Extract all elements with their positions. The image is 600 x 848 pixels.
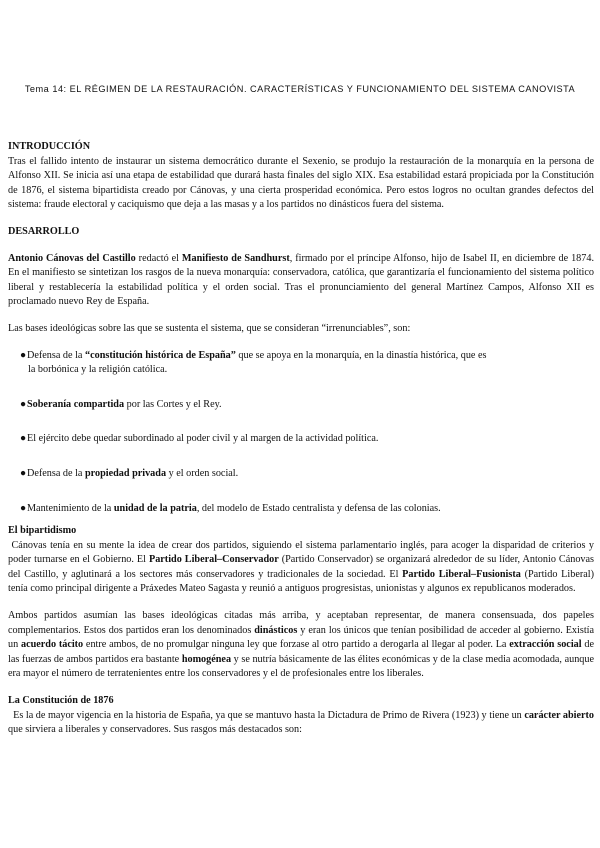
heading-constitucion-1876: La Constitución de 1876 (8, 695, 114, 707)
bullet-item-ejercito: ●El ejército debe quedar subordinado al poder civil y al margen de la actividad política. (8, 432, 594, 447)
bullet-dot-icon: ● (20, 502, 27, 514)
desarrollo-paragraph-2: Las bases ideológicas sobre las que se sustenta el sistema, que se consideran “irrenunciables”, son: (8, 322, 411, 334)
bold-manifiesto: Manifiesto de Sandhurst (181, 252, 290, 264)
bold-canovas: Antonio Cánovas del Castillo (8, 252, 136, 264)
desarrollo-paragraph-1: Antonio Cánovas del Castillo redactó el Manifiesto de Sandhurst, firmado por el príncipe Alfonso, hijo de Isabel II, en diciembre de 1874. En el manifiesto se sintetizan los rasgos de la nueva monarquía: conservadora, católica, que garantizaría el funcionamiento del sistema político liberal y restablecería la estabilidad política y el orden social. Tras el pronunciamiento del general Martínez Campos, Alfonso XII es proclamado nuevo Rey de España. (8, 252, 595, 308)
heading-bipartidismo: El bipartidismo (8, 525, 77, 537)
bullet-dot-icon: ● (20, 467, 27, 479)
bullet-item-propiedad: ●Defensa de la propiedad privada y el orden social. (8, 467, 594, 482)
bipartidismo-paragraph-1: Cánovas tenía en su mente la idea de crear dos partidos, siguiendo el sistema parlamentario inglés, para acoger la disparidad de criterios y poder turnarse en el Gobierno. El Partido Liberal–Conservador (Partido Conservador) se organizará alrededor de su líder, Antonio Cánovas del Castillo, y aglutinará a los sectores más conservadores y tradicionales de la sociedad. El Partido Liberal–Fusionista (Partido Liberal) tenía como principal dirigente a Práxedes Mateo Sagasta y reunió a antiguos progresistas, unionistas y algunos ex republicanos moderados. (8, 539, 595, 595)
heading-desarrollo: DESARROLLO (8, 225, 80, 237)
bullet-item-continuation: la borbónica y la religión católica. (28, 364, 168, 376)
bipartidismo-paragraph-2: Ambos partidos asumían las bases ideológicas citadas más arriba, y aceptaban representar, de manera consensuada, dos papeles complementarios. Estos dos partidos eran los denominados dinásticos y eran los únicos que tenían posibilidad de acceder al gobierno. Existía un acuerdo tácito entre ambos, de no promulgar ninguna ley que forzase al otro partido a derogarla al llegar al poder. La extracción social de las fuerzas de ambos partidos era bastante homogénea y se nutría básicamente de las élites económicas y de la clase media acomodada, aunque era mayor el número de terratenientes entre los conservadores y el de profesionales entre los liberales. (8, 610, 594, 680)
document-body (8, 140, 594, 738)
heading-introduccion: INTRODUCCIÓN (8, 141, 91, 152)
bullet-dot-icon: ● (20, 398, 27, 410)
bullet-dot-icon: ● (20, 433, 27, 445)
intro-paragraph: Tras el fallido intento de instaurar un sistema democrático durante el Sexenio, se produjo la restauración de la monarquía en la persona de Alfonso XII. Se inicia así una etapa de estabilidad que durará hasta finales del siglo XIX. Esa estabilidad estará propiciada por la Constitución de 1876, el sistema bipartidista creado por Cánovas, y una cierta prosperidad económica. Pero estos logros no ocultan grandes defectos del sistema: fraude electoral y caciquismo que deja a las masas y a los partidos no dinásticos fuera del sistema. (8, 155, 594, 211)
bullet-item-soberania: ●Soberanía compartida por las Cortes y el Rey. (8, 398, 594, 413)
bullet-item-unidad: ●Mantenimiento de la unidad de la patria, del modelo de Estado centralista y defensa de las colonias. (8, 502, 594, 517)
bullet-dot-icon: ● (20, 349, 27, 361)
bullet-item-constitucion-historica: ●Defensa de la “constitución histórica de España” que se apoya en la monarquía, en la dinastía histórica, que es (8, 349, 594, 364)
constitucion-paragraph: Es la de mayor vigencia en la historia de España, ya que se mantuvo hasta la Dictadura de Primo de Rivera (1923) y tiene un carácter abierto que sirviera a liberales y conservadores. Sus rasgos más destacados son: (8, 709, 594, 736)
document-title: Tema 14: EL RÉGIMEN DE LA RESTAURACIÓN. CARACTERÍSTICAS Y FUNCIONAMIENTO DEL SISTEMA CANOVISTA (24, 84, 576, 94)
